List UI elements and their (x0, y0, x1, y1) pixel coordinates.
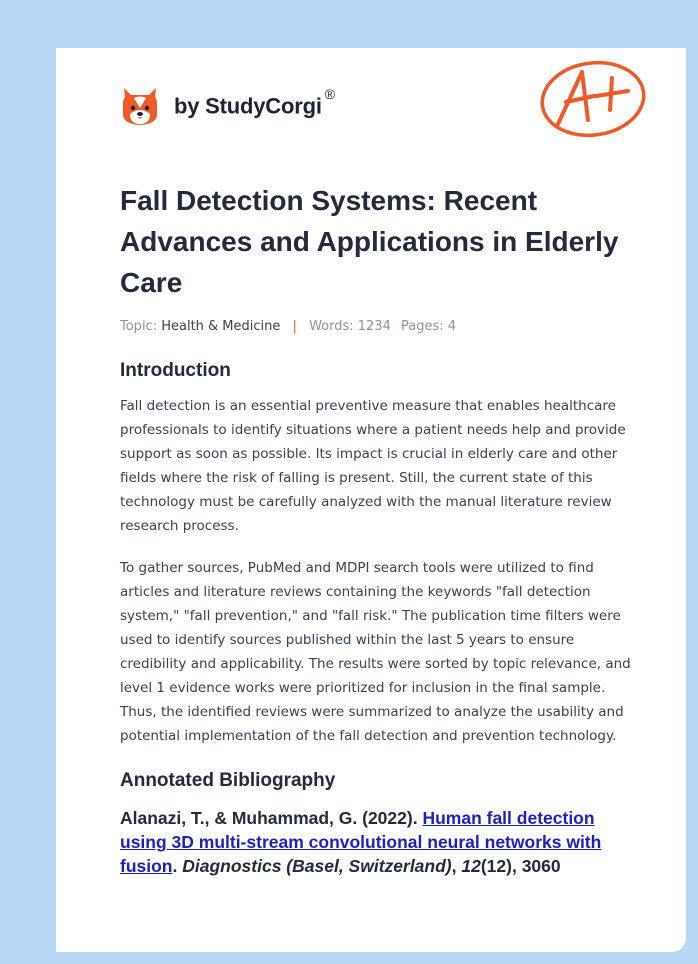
corgi-logo-icon (120, 84, 160, 128)
reference-authors: Alanazi, T., & Muhammad, G. (2022). (120, 808, 418, 828)
document-meta (120, 319, 632, 334)
document-page (56, 48, 686, 952)
reference-comma: , (451, 856, 457, 876)
header (120, 76, 335, 136)
meta-separator: | (292, 319, 297, 334)
reference-issue-pages: (12), 3060 (480, 856, 561, 876)
reference-volume: 12 (461, 856, 481, 876)
reference-link[interactable]: Human fall detection using 3D multi-stream convolutional neural networks with fusion (120, 808, 602, 876)
reference-journal: Diagnostics (Basel, Switzerland) (182, 856, 452, 876)
document-content (120, 180, 632, 878)
topic-value[interactable]: Health & Medicine (161, 319, 281, 334)
introduction-heading: Introduction (120, 360, 231, 381)
words-label: Words: (309, 319, 354, 334)
pages-label: Pages: (401, 319, 444, 334)
paragraph: To gather sources, PubMed and MDPI search tools were utilized to find articles and literature reviews containing the keywords "fall detection system," "fall prevention," and "fall risk." The publication time filters were used to identify sources published within the last 5 years to ensure credibility and applicability. The results were sorted by topic relevance, and level 1 evidence works were prioritized for inclusion in the final sample. Thus, the identified reviews were summarized to analyze the usability and potential implementation of the fall detection and prevention technology. (120, 560, 631, 744)
words-value: 1234 (357, 319, 391, 334)
annotated-bibliography-heading: Annotated Bibliography (120, 770, 336, 791)
topic-label: Topic: (120, 319, 158, 334)
bibliography-entry (120, 806, 632, 878)
paragraph: Fall detection is an essential preventive measure that enables healthcare professionals to identify situations where a patient needs help and provide support as soon as possible. Its impact is crucial in elderly care and other fields where the risk of falling is present. Still, the current state of this technology must be carefully analyzed with the manual literature review research process. (120, 398, 626, 534)
pages-value: 4 (447, 319, 457, 334)
document-title: Fall Detection Systems: Recent Advances and Applications in Elderly Care (120, 185, 619, 298)
brand-name: by StudyCorgi ® (174, 86, 335, 119)
a-plus-grade-icon (538, 58, 648, 140)
reference-period: . (172, 856, 178, 876)
